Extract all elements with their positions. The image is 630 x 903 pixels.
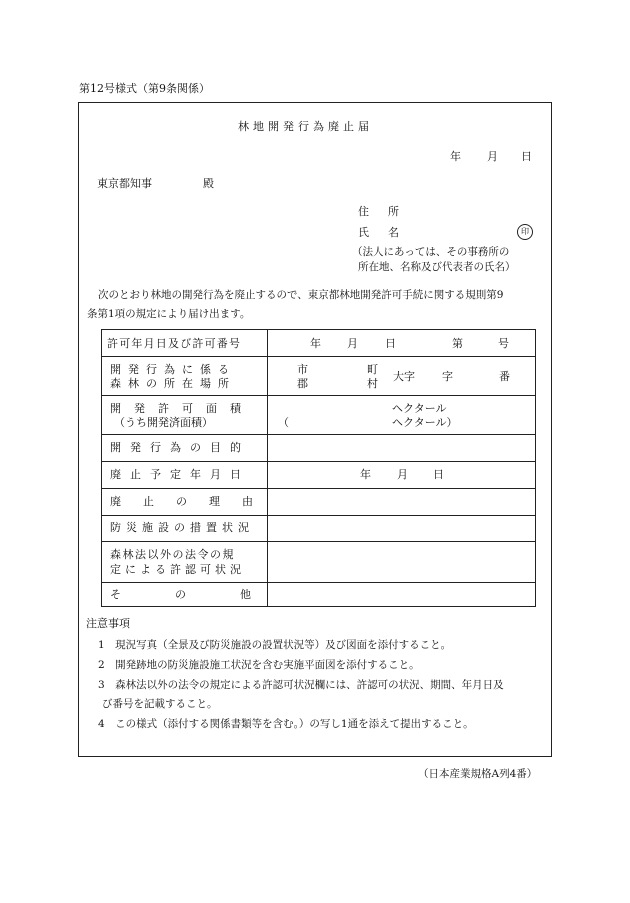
- applicant-address-label: 住 所: [358, 205, 403, 218]
- row2-gun: 郡: [297, 377, 308, 390]
- seal-mark: 印: [517, 224, 533, 240]
- row3-hectare-2: ヘクタール）: [392, 416, 458, 429]
- row-forest-location-label-2: 森林の所在場所: [110, 377, 236, 390]
- form-title: 林地開発行為廃止届: [238, 120, 373, 133]
- row-other-label: その他: [110, 588, 305, 601]
- intro-line1: 次のとおり林地の開発行為を廃止するので、東京都林地開発許可手続に関する規則第9: [98, 289, 504, 301]
- note-3b: び番号を記載すること。: [102, 698, 218, 710]
- date-month: 月: [487, 150, 498, 163]
- date-day: 日: [521, 150, 532, 163]
- note-4: 4 この様式（添付する関係書類等を含む。）の写し1通を添えて提出すること。: [98, 718, 474, 730]
- table-row-divider: [102, 395, 535, 396]
- table-row-divider: [102, 515, 535, 516]
- note-3a: 3 森林法以外の法令の規定による許認可状況欄には、許認可の状況、期間、年月日及: [98, 679, 504, 691]
- row1-month: 月: [347, 337, 358, 350]
- date-year: 年: [450, 150, 461, 163]
- table-row-divider: [102, 582, 535, 583]
- row-reason-label: 廃止の理由: [110, 495, 275, 508]
- row2-oaza: 大字: [393, 370, 415, 383]
- row1-day: 日: [385, 337, 396, 350]
- table-row-divider: [102, 541, 535, 542]
- note-2: 2 開発跡地の防災施設施工状況を含む実施平面図を添付すること。: [98, 659, 420, 671]
- honorific: 殿: [203, 177, 214, 190]
- row5-month: 月: [397, 468, 408, 481]
- addressee: 東京都知事: [97, 177, 152, 190]
- applicant-name-label: 氏 名: [358, 226, 403, 239]
- table-row-divider: [102, 488, 535, 489]
- row5-day: 日: [433, 468, 444, 481]
- details-table: [101, 329, 536, 607]
- applicant-note-line1: （法人にあっては、その事務所の: [352, 246, 510, 258]
- row3-hectare-1: ヘクタール: [392, 402, 447, 415]
- row-permit-area-label-2: （うち開発済面積）: [114, 416, 213, 429]
- row-planned-date-label: 廃止予定年月日: [110, 468, 250, 481]
- row1-number-suffix: 号: [498, 337, 509, 350]
- row2-shi: 市: [297, 363, 308, 376]
- row2-machi: 町: [367, 363, 378, 376]
- row-other-permits-label-2: 定による許認可状況: [110, 563, 245, 576]
- row-forest-location-label-1: 開発行為に係る: [110, 363, 236, 376]
- table-row-divider: [102, 434, 535, 435]
- intro-line2: 条第1項の規定により届け出ます。: [87, 308, 251, 320]
- row2-aza: 字: [442, 370, 453, 383]
- row-disaster-prevention-label: 防災施設の措置状況: [110, 521, 254, 534]
- row3-open-paren: （: [278, 416, 289, 429]
- notes-heading: 注意事項: [86, 617, 130, 630]
- note-1: 1 現況写真（全景及び防災施設の設置状況等）及び図面を添付すること。: [98, 639, 452, 651]
- form-number: 第12号様式（第9条関係）: [79, 82, 210, 95]
- row2-ban: 番: [499, 370, 510, 383]
- table-row-divider: [102, 356, 535, 357]
- table-row-divider: [102, 461, 535, 462]
- row-other-permits-label-1: 森林法以外の法令の規: [110, 548, 235, 561]
- paper-size-footer: （日本産業規格A列4番）: [418, 768, 538, 780]
- row5-year: 年: [360, 468, 371, 481]
- table-column-divider: [267, 330, 268, 606]
- row1-year: 年: [310, 337, 321, 350]
- row-purpose-label: 開発行為の目的: [110, 441, 250, 454]
- row-permit-area-label-1: 開発許可面積: [110, 402, 254, 415]
- row2-mura: 村: [367, 377, 378, 390]
- row1-number-prefix: 第: [452, 337, 463, 350]
- applicant-note-line2: 所在地、名称及び代表者の氏名）: [358, 261, 516, 273]
- row-permit-date-label: 許可年月日及び許可番号: [107, 337, 242, 350]
